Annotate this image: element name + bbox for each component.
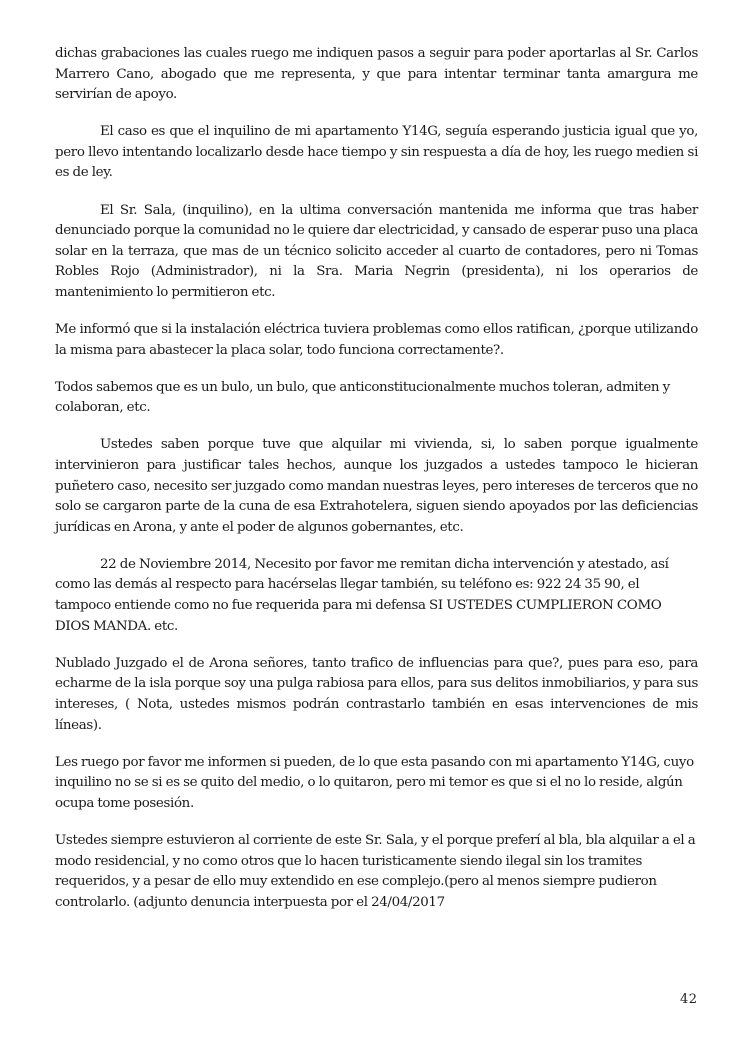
paragraph-apartment-status: Les ruego por favor me informen si pueden, de lo que esta pasando con mi apartamento Y14G, cuyo inquilino no se si es se quito del medio, o lo quitaron, pero mi temor es que si el no lo reside, algún ocupa tome posesión. [55, 754, 694, 811]
paragraph-arona-court: Nublado Juzgado el de Arona señores, tanto trafico de influencias para que?, pues para eso, para echarme de la isla porque soy una pulga rabiosa para ellos, para sus delitos inmobiliarios, y para sus intereses, ( Nota, ustedes mismos podrán contrastarlo también en esas intervenciones de mis líneas). [55, 655, 698, 733]
paragraph-bulo: Todos sabemos que es un bulo, un bulo, que anticonstitucionalmente muchos toleran, admiten y colaboran, etc. [55, 379, 670, 416]
paragraph-tenant-y14g: El caso es que el inquilino de mi apartamento Y14G, seguía esperando justicia igual que yo, pero llevo intentando localizarlo desde hace tiempo y sin respuesta a día de hoy, les ruego medien si es de ley. [55, 124, 698, 181]
document-page [55, 44, 698, 913]
paragraph-electrical-installation: Me informó que si la instalación eléctrica tuviera problemas como ellos ratifican, ¿porque utilizando la misma para abastecer la placa solar, todo funciona correctamente?. [55, 322, 698, 358]
paragraph-november-2014: 22 de Noviembre 2014, Necesito por favor me remitan dicha intervención y atestado, así como las demás al respecto para hacérselas llegar también, su teléfono es: 922 24 35 90, el tampoco entiende como no fue requerida para mi defensa SI USTEDES CUMPLIERON COMO DIOS MANDA. etc. [55, 556, 669, 634]
paragraph-sr-sala-conversation: El Sr. Sala, (inquilino), en la ultima conversación mantenida me informa que tras haber denunciado porque la comunidad no le quiere dar electricidad, y cansado de esperar puso una placa solar en la terraza, que mas de un técnico solicito acceder al cuarto de contadores, pero ni Tomas Robles Rojo (Administrador), ni la Sra. Maria Negrin (presidenta), ni los operarios de mantenimiento lo permitieron etc. [55, 202, 698, 300]
page-number: 42 [680, 992, 698, 1007]
paragraph-residential-rental: Ustedes siempre estuvieron al corriente de este Sr. Sala, y el porque preferí al bla, bla alquilar a el a modo residencial, y no como otros que lo hacen turisticamente siendo ilegal sin los tramites requeridos, y a pesar de ello muy extendido en ese complejo.(pero al menos siempre pudieron controlarlo. (adjunto denuncia interpuesta por el 24/04/2017 [55, 832, 696, 910]
paragraph-rental-reason: Ustedes saben porque tuve que alquilar mi vivienda, si, lo saben porque igualmente intervinieron para justificar tales hechos, aunque los juzgados a ustedes tampoco le hicieran puñetero caso, necesito ser juzgado como mandan nuestras leyes, pero intereses de terceros que no solo se cargaron parte de la cuna de esa Extrahotelera, siguen siendo apoyados por las deficiencias jurídicas en Arona, y ante el poder de algunos gobernantes, etc. [55, 437, 698, 535]
paragraph-recordings-request: dichas grabaciones las cuales ruego me indiquen pasos a seguir para poder aportarlas al Sr. Carlos Marrero Cano, abogado que me representa, y que para intentar terminar tanta amargura me servirían de apoyo. [55, 46, 698, 103]
